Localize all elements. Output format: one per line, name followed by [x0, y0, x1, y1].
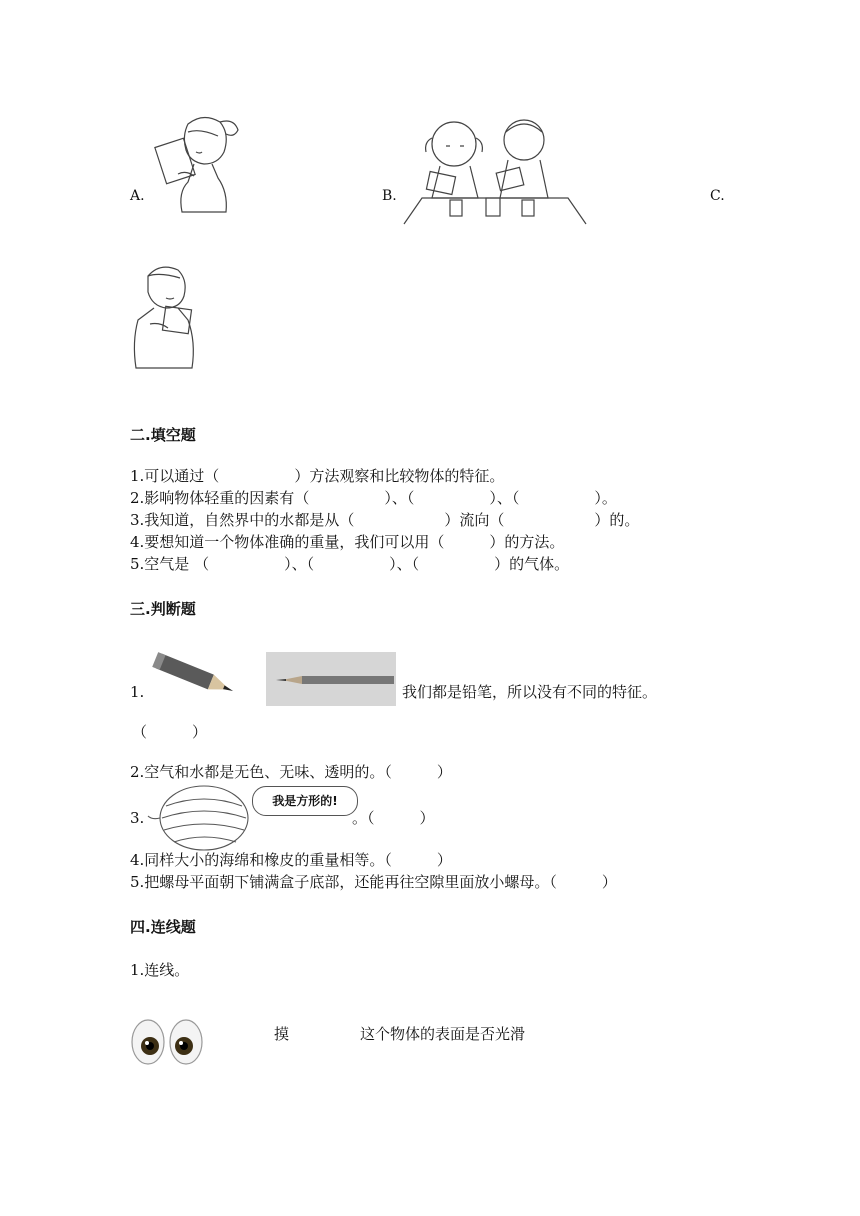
short-pencil-image: [148, 648, 244, 704]
fill-blank-item-3: 3.我知道，自然界中的水都是从（ ）流向（ ）的。: [130, 511, 640, 529]
option-c-label: C.: [710, 188, 725, 204]
judge-item-2: 2.空气和水都是无色、无味、透明的。（ ）: [130, 763, 452, 781]
judge-item-5: 5.把螺母平面朝下铺满盒子底部，还能再往空隙里面放小螺母。（ ）: [130, 873, 617, 891]
fill-blank-item-1: 1.可以通过（ ）方法观察和比较物体的特征。: [130, 467, 505, 485]
judge-item-1-answer-paren: （ ）: [132, 723, 208, 741]
fill-blank-item-5: 5.空气是 （ ）、（ ）、（ ）的气体。: [130, 555, 570, 573]
option-b-label: B.: [382, 188, 397, 204]
children-pouring-water-illustration: [398, 112, 588, 228]
judge-item-3-number: 3.: [130, 809, 145, 827]
section-3-heading: 三.判断题: [130, 600, 196, 618]
section-4-heading: 四.连线题: [130, 918, 196, 936]
judge-item-4: 4.同样大小的海绵和橡皮的重量相等。（ ）: [130, 851, 452, 869]
section-2-heading: 二.填空题: [130, 426, 196, 444]
matching-question-1: 1.连线。: [130, 961, 190, 979]
judge-item-3-answer-paren: 。（ ）: [352, 809, 435, 827]
long-pencil-image: [266, 652, 396, 706]
judge-item-1-text: 我们都是铅笔，所以没有不同的特征。: [402, 683, 658, 701]
matching-verb: 摸: [274, 1025, 290, 1043]
boy-smelling-illustration: [130, 262, 200, 372]
speech-bubble-text: 我是方形的!: [272, 794, 338, 808]
girl-smelling-illustration: [148, 112, 248, 220]
speech-bubble: [252, 786, 358, 816]
fill-blank-item-2: 2.影响物体轻重的因素有（ ）、（ ）、（ ）。: [130, 489, 617, 507]
option-a-label: A.: [130, 188, 145, 204]
eyes-icon: [130, 1018, 206, 1066]
matching-description: 这个物体的表面是否光滑: [360, 1025, 526, 1043]
judge-item-1-number: 1.: [130, 683, 145, 701]
fill-blank-item-4: 4.要想知道一个物体准确的重量，我们可以用（ ）的方法。: [130, 533, 565, 551]
watermelon-image: [146, 782, 256, 854]
